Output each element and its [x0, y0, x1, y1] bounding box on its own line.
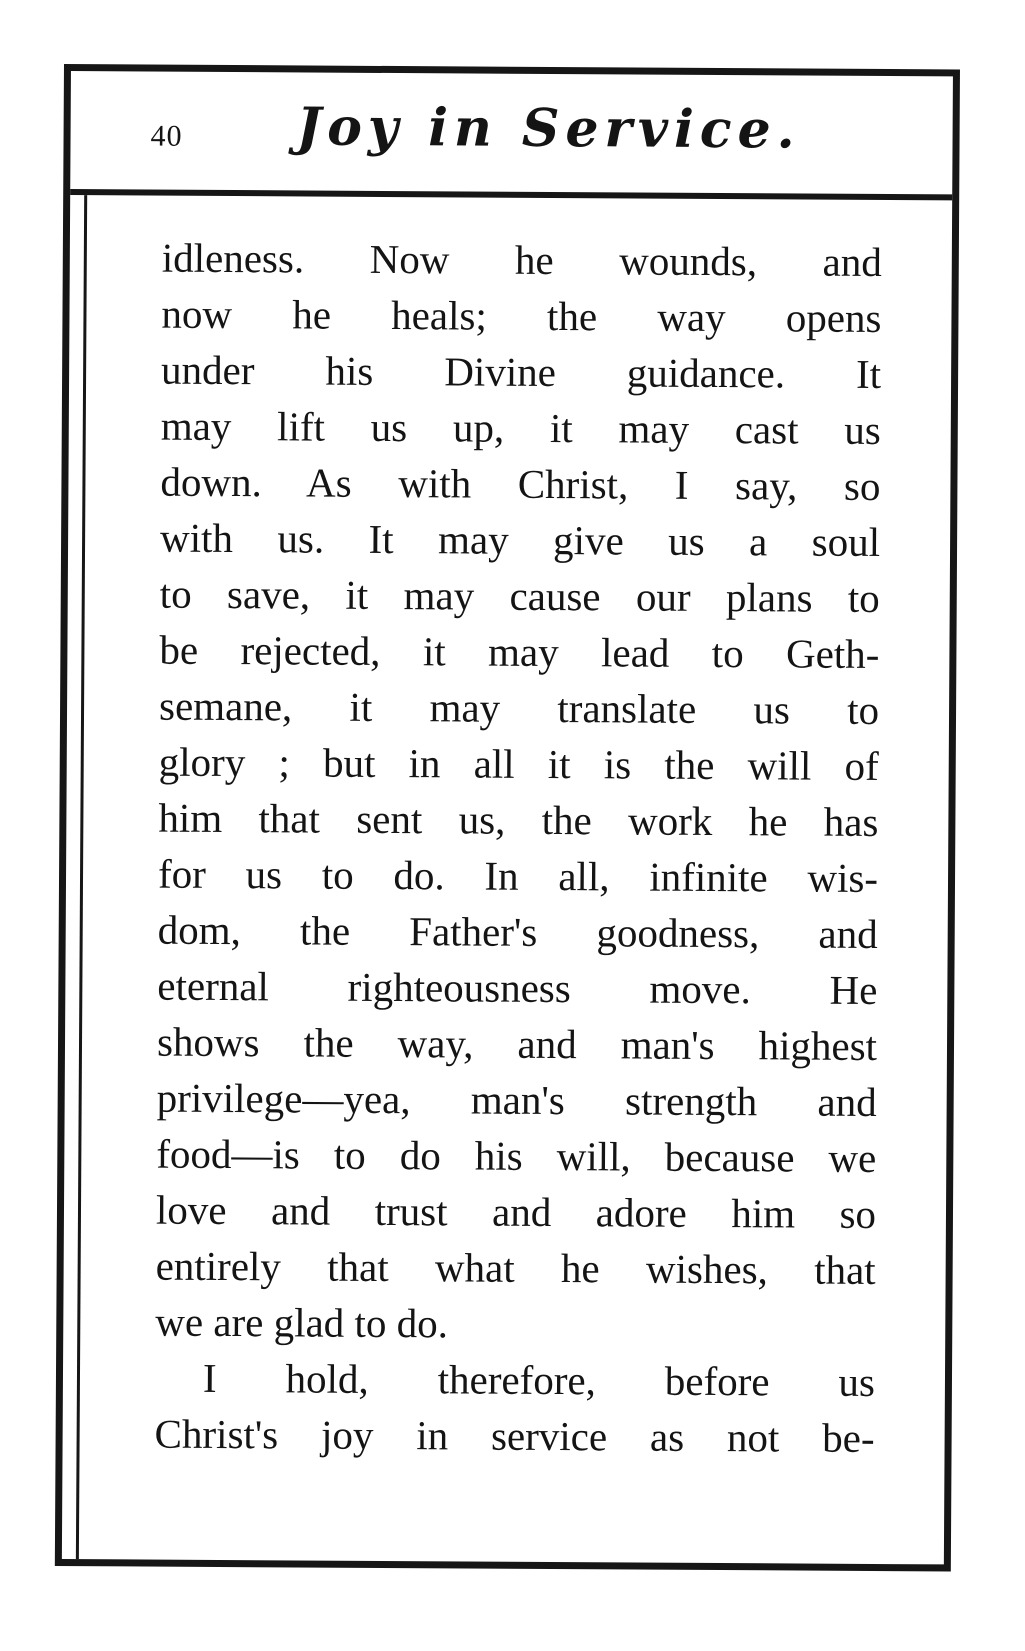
text-line: with us. It may give us a soul: [159, 514, 881, 565]
text-line: eternal righteousness move. He: [157, 962, 878, 1013]
text-line: down. As with Christ, I say, so: [160, 458, 881, 509]
text-line: be rejected, it may lead to Geth-: [159, 626, 880, 677]
text-line: to save, it may cause our plans to: [159, 570, 880, 621]
text-line: I hold, therefore, before us: [202, 1354, 876, 1405]
page-frame: [55, 64, 960, 1571]
text-line: privilege—yea, man's strength and: [156, 1074, 877, 1125]
text-line: may lift us up, it may cast us: [160, 402, 881, 453]
page-number: 40: [150, 119, 183, 153]
text-line: food—is to do his will, because we: [156, 1130, 877, 1181]
text-line: dom, the Father's goodness, and: [157, 906, 878, 957]
text-line: idleness. Now he wounds, and: [161, 234, 882, 285]
text-line: under his Divine guidance. It: [160, 346, 882, 397]
text-line: shows the way, and man's highest: [156, 1018, 878, 1069]
text-line: entirely that what he wishes, that: [155, 1242, 876, 1293]
running-header: [70, 71, 953, 200]
text-line: Christ's joy in service as not be-: [154, 1410, 875, 1461]
text-line: glory ; but in all it is the will of: [158, 738, 879, 789]
body-text: [154, 230, 882, 1466]
running-title: Joy in Service.: [296, 96, 801, 161]
text-line: now he heals; the way opens: [161, 290, 882, 341]
text-line: semane, it may translate us to: [158, 682, 880, 733]
text-line: love and trust and adore him so: [155, 1186, 877, 1237]
text-line: we are glad to do.: [155, 1298, 449, 1347]
text-line: for us to do. In all, infinite wis-: [157, 850, 879, 901]
text-block-frame: [76, 195, 952, 1564]
text-line: him that sent us, the work he has: [158, 794, 879, 845]
